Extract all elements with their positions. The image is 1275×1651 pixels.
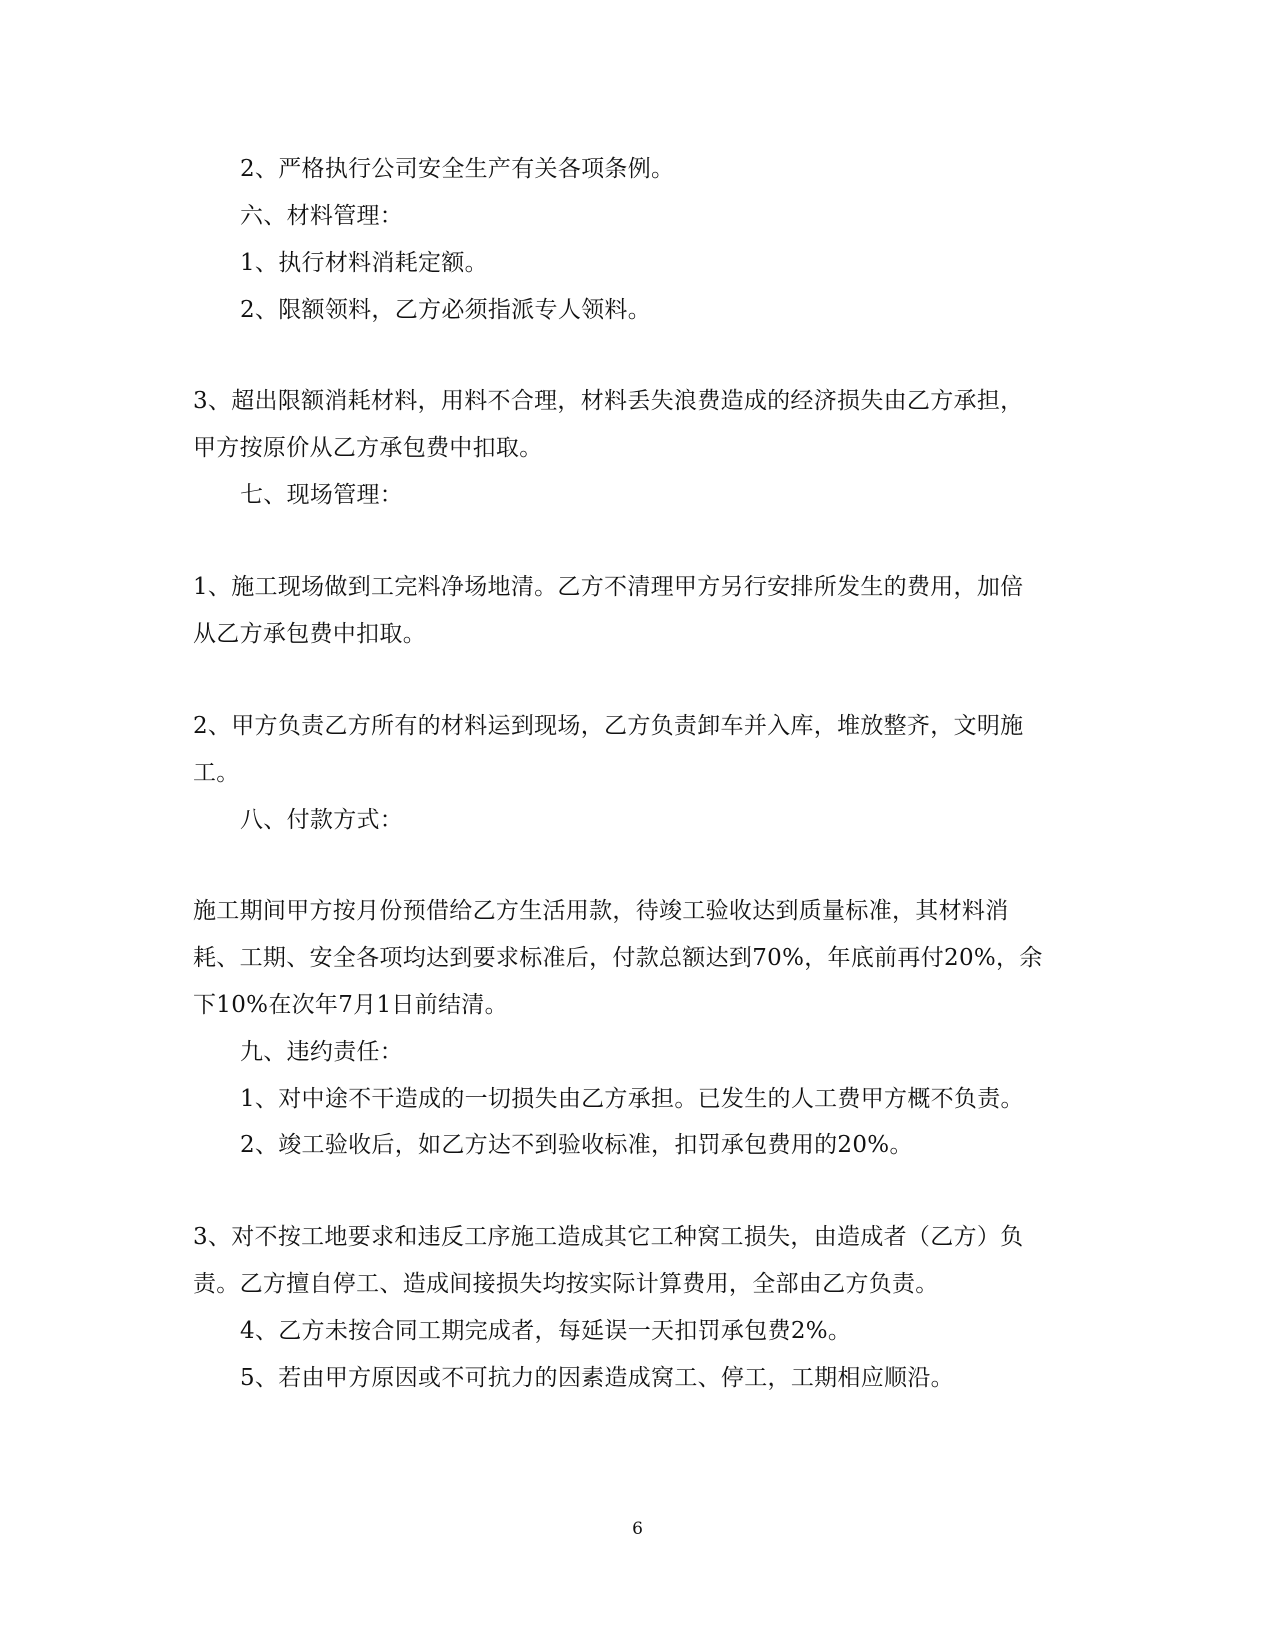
text-line: 5、若由甲方原因或不可抗力的因素造成窝工、停工，工期相应顺沿。 [240, 1365, 954, 1391]
text-line: 从乙方承包费中扣取。 [193, 621, 426, 647]
text-line: 2、甲方负责乙方所有的材料运到现场，乙方负责卸车并入库，堆放整齐，文明施 [193, 713, 1024, 739]
text-line: 1、执行材料消耗定额。 [240, 250, 488, 276]
page-number: 6 [632, 1519, 643, 1539]
text-line: 2、严格执行公司安全生产有关各项条例。 [240, 156, 675, 182]
text-line: 4、乙方未按合同工期完成者，每延误一天扣罚承包费2%。 [240, 1318, 852, 1344]
text-line: 2、限额领料，乙方必须指派专人领料。 [240, 297, 652, 323]
text-line: 工。 [193, 760, 240, 786]
text-line: 1、施工现场做到工完料净场地清。乙方不清理甲方另行安排所发生的费用，加倍 [193, 574, 1024, 600]
text-line: 责。乙方擅自停工、造成间接损失均按实际计算费用，全部由乙方负责。 [193, 1271, 939, 1297]
text-line: 2、竣工验收后，如乙方达不到验收标准，扣罚承包费用的20%。 [240, 1132, 913, 1158]
text-line: 施工期间甲方按月份预借给乙方生活用款，待竣工验收达到质量标准，其材料消 [193, 898, 1009, 924]
text-line: 甲方按原价从乙方承包费中扣取。 [193, 435, 543, 461]
section-heading: 八、付款方式： [240, 807, 404, 833]
text-line: 3、对不按工地要求和违反工序施工造成其它工种窝工损失，由造成者（乙方）负 [193, 1224, 1024, 1250]
text-line: 3、超出限额消耗材料，用料不合理，材料丢失浪费造成的经济损失由乙方承担， [193, 388, 1024, 414]
section-heading: 七、现场管理： [240, 482, 404, 508]
text-line: 下10%在次年7月1日前结清。 [193, 992, 508, 1018]
section-heading: 九、违约责任： [240, 1039, 404, 1065]
text-line: 1、对中途不干造成的一切损失由乙方承担。已发生的人工费甲方概不负责。 [240, 1086, 1024, 1112]
section-heading: 六、材料管理： [240, 203, 404, 229]
text-line: 耗、工期、安全各项均达到要求标准后，付款总额达到70%，年底前再付20%，余 [193, 945, 1043, 971]
